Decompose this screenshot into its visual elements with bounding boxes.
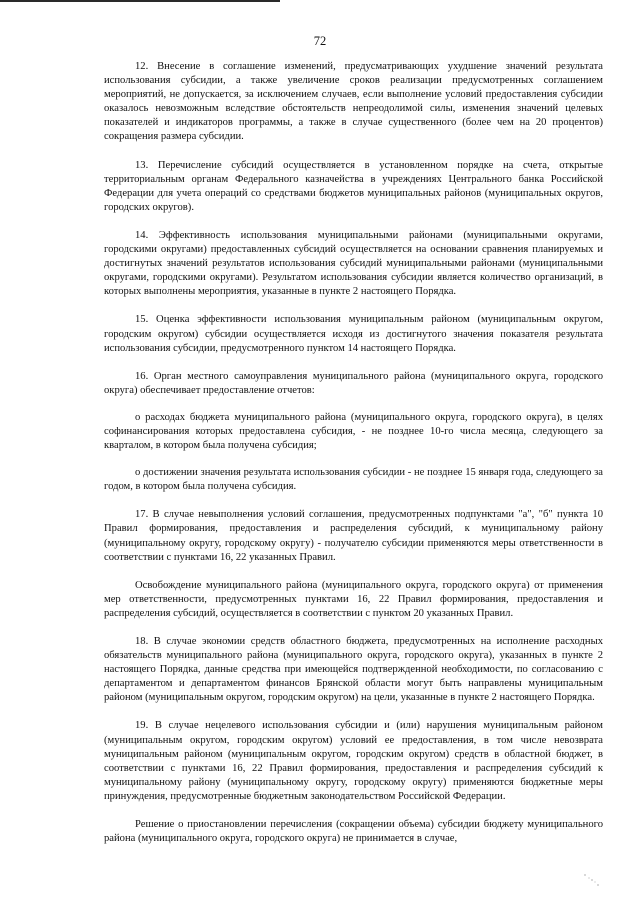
page-number: 72 bbox=[313, 34, 327, 48]
document-body bbox=[104, 60, 603, 860]
paragraph-13: 13. Перечисление субсидий осуществляется в установленном порядке на счета, открытые территориальным органам Федерального казначейства в учреждениях Центрального банка Российской Федерации для учета операций со средствами бюджетов муниципальных районов (муниципальных округов, городских округов). bbox=[104, 159, 603, 213]
top-rule bbox=[0, 0, 280, 2]
paragraph-14: 14. Эффективность использования муниципальными районами (муниципальными округами, городскими округами) предоставленных субсидий осуществляется на основании сравнения планируемых и достигнутых значений результатов использования субсидий муниципальными районами (муниципальными округами, городскими округами). Результатом использования субсидии является количество организаций, в которых выполнены мероприятия, указанные в пункте 2 настоящего Порядка. bbox=[104, 229, 603, 298]
scan-artifact bbox=[582, 873, 600, 887]
paragraph-18: 18. В случае экономии средств областного бюджета, предусмотренных на исполнение расходных обязательств муниципального района (муниципального округа, городского округа), указанных в пункте 2 настоящего Порядка, данные средства при имеющейся подтвержденной необходимости, по согласованию с департаментом и департаментом финансов Брянской области могут быть направлены муниципальным районом (муниципальным округом, городским округом) на цели, указанные в пункте 2 настоящего Порядка. bbox=[104, 636, 603, 704]
paragraph-19: 19. В случае нецелевого использования субсидии и (или) нарушения муниципальным районом (муниципальным округом, городским округом) условий ее предоставления, в том числе невозврата муниципальным районом (муниципальным округом, городским округом) средств в областной бюджет, в соответствии с пунктами 16, 22 Правил формирования, предоставления и распределения субсидий к муниципальному району (муниципальному округу, городскому округу) применяются бюджетные меры принуждения, предусмотренные бюджетным законодательством Российской Федерации. bbox=[104, 720, 603, 802]
paragraph-16-item-results: о достижении значения результата использования субсидии - не позднее 15 января года, следующего за годом, в котором была получена субсидия. bbox=[104, 467, 603, 493]
paragraph-16: 16. Орган местного самоуправления муниципального района (муниципального округа, городского округа) обеспечивает предоставление отчетов: bbox=[104, 370, 603, 396]
paragraph-12: 12. Внесение в соглашение изменений, предусматривающих ухудшение значений результата использования субсидии, а также увеличение сроков реализации предусмотренных соглашением мероприятий, не допускается, за исключением случаев, если выполнение условий предоставления субсидии оказалось невозможным вследствие обстоятельств непреодолимой силы, изменения значений целевых показателей и индикаторов программы, а также в случае существенного (более чем на 20 процентов) сокращения размера субсидии. bbox=[104, 61, 603, 143]
paragraph-17-exemption: Освобождение муниципального района (муниципального округа, городского округа) от применения мер ответственности, предусмотренных пунктами 16, 22 Правил формирования, предоставления и распределения субсидий, осуществляется в соответствии с пунктом 20 указанных Правил. bbox=[104, 579, 603, 619]
paragraph-16-item-expenses: о расходах бюджета муниципального района (муниципального округа, городского округа), в целях софинансирования которых предоставлена субсидия, - не позднее 10-го числа месяца, следующего за кварталом, в котором была получена субсидия; bbox=[104, 411, 603, 452]
paragraph-15: 15. Оценка эффективности использования муниципальным районом (муниципальным округом, городским округом) субсидии осуществляется исходя из достигнутого значения показателя результата использования субсидии, предусмотренного пунктом 14 настоящего Порядка. bbox=[104, 314, 603, 354]
paragraph-17: 17. В случае невыполнения условий соглашения, предусмотренных подпунктами "а", "б" пункта 10 Правил формирования, предоставления и распределения субсидий, к муниципальному району (муниципальному округу, городскому округу) - получателю субсидии применяются меры ответственности в соответствии с пунктами 16, 22 указанных Правил. bbox=[104, 509, 603, 563]
paragraph-19-decision: Решение о приостановлении перечисления (сокращении объема) субсидии бюджету муниципального района (муниципального округа, городского округа) не принимается в случае, bbox=[104, 819, 603, 845]
